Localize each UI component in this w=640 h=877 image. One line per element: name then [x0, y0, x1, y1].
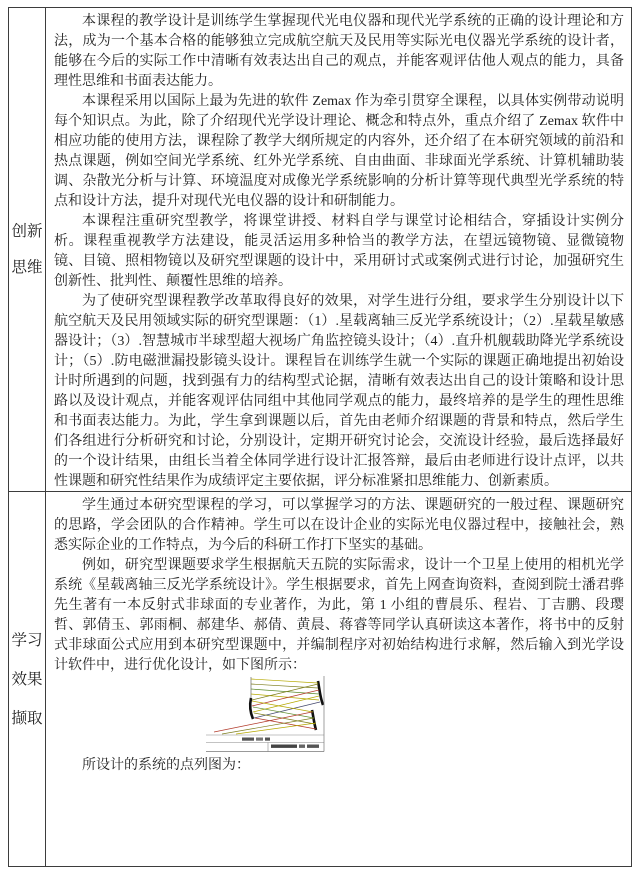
row-content-innovative-thinking [46, 8, 631, 491]
primary-mirror [318, 681, 323, 705]
table-row-learning-outcomes [9, 492, 631, 866]
figure-caption-smudge [299, 745, 305, 748]
paragraph: 为了使研究型课程教学改革取得良好的效果，对学生进行分组，要求学生分别设计以下航空航天及民用领域实际的研究型课题：（1）.星载离轴三反光学系统设计；（2）.星载星敏感器设计；（3）.智慧城市半球型超大视场广角监控镜头设计；（4）.直升机舰载助降光学系统设计；（5）.防电磁泄漏投影镜头设计。课程旨在训练学生就一个实际的课题正确地提出初始设计时所遇到的问题，找到强有力的结构型式论据，清晰有效表达出自己的设计策略和设计思路以及设计观点，并能客观评估同组中其他同学观点的能力，最终培养的是学生的理性思维和书面表达能力。为此，学生拿到课题以后，首先由老师介绍课题的背景和特点，然后学生们各组进行分析研究和讨论，分别设计，定期开研究讨论会，交流设计经验，最后选择最好的一个设计结果，由组长当着全体同学进行设计汇报答辩，最后由老师进行设计点评，以共性课题和研究性结果作为成绩评定主要依据，评分标准紧扣思维能力、创新素质。 [54, 294, 624, 489]
figure-caption-smudge [242, 738, 254, 741]
figure-caption-smudge [256, 738, 263, 741]
tertiary-mirror [312, 710, 316, 730]
evaluation-table [8, 7, 632, 867]
row-label-innovative-thinking [9, 8, 46, 491]
paragraph: 本课程注重研究型教学，将课堂讲授、材料自学与课堂讨论相结合，穿插设计实例分析。课程重视教学方法建设，能灵活运用多种恰当的教学方法，在望远镜物镜、显微镜物镜、目镜、照相物镜以及研究型课题的设计中，采用研讨式或案例式进行讨论，加强研究生创新性、批判性、颠覆性思维的培养。 [54, 214, 624, 289]
row-label-line: 思维 [11, 259, 43, 276]
figure-caption-smudge [265, 738, 270, 741]
figure-caption-smudge [271, 745, 297, 748]
row-label-line: 学习 [11, 631, 43, 649]
closing-text: 所设计的系统的点列图为： [82, 758, 250, 773]
optical-layout-figure [206, 676, 331, 756]
table-row-innovative-thinking [9, 8, 631, 492]
row-label-line: 效果 [11, 670, 43, 688]
paragraph: 例如，研究型课题要求学生根据航天五院的实际需求，设计一个卫星上使用的相机光学系统《星载离轴三反光学系统设计》。学生根据要求，首先上网查询资料，查阅到院士潘君骅先生著有一本反射式非球面的专业著作，为此，第 1 小组的曹晨乐、程岩、丁吉鹏、段璎哲、郭倩玉、郭雨桐、郝建华、郝倩、黄晨、蒋睿等同学认真研读这本著作，将书中的反射式非球面公式应用到本研究型课题中，并编制程序对初始结构进行求解，然后输入到光学设计软件中，进行优化设计，如下图所示： [54, 558, 624, 673]
row-label-line: 创新 [11, 223, 43, 240]
row-label-line: 撷取 [11, 709, 43, 727]
paragraph: 本课程采用以国际上最为先进的软件 Zemax 作为牵引贯穿全课程，以具体实例带动说明每个知识点。为此，除了介绍现代光学设计理论、概念和特点外，重点介绍了 Zemax 软件中相应功能的使用方法，课程除了教学大纲所规定的内容外，还介绍了在本研究领域的前沿和热点课题，例如空间光学系统、红外光学系统、自由曲面、非球面光学系统、计算机辅助装调、杂散光分析与计算、环境温度对成像光学系统影响的分析计算等现代典型光学系统的特点和设计方法，提升对现代光电仪器的设计和研制能力。 [54, 94, 624, 209]
row-label-learning-outcomes [9, 492, 46, 866]
figure-caption-smudge [307, 745, 319, 748]
ray-trace-diagram [206, 676, 331, 756]
row-content-learning-outcomes [46, 492, 631, 866]
paragraph: 本课程的教学设计是训练学生掌握现代光电仪器和现代光学系统的正确的设计理论和方法，成为一个基本合格的能够独立完成航空航天及民用等实际光电仪器光学系统的设计者，能够在今后的实际工作中清晰有效表达出自己的观点，并能客观评估他人观点的能力，具备理性思维和书面表达能力。 [54, 14, 624, 89]
paragraph: 学生通过本研究型课程的学习，可以掌握学习的方法、课题研究的一般过程、课题研究的思路，学会团队的合作精神。学生可以在设计企业的实际光电仪器过程中，接触社会，熟悉实际企业的工作特点，为今后的科研工作打下坚实的基础。 [54, 498, 624, 553]
